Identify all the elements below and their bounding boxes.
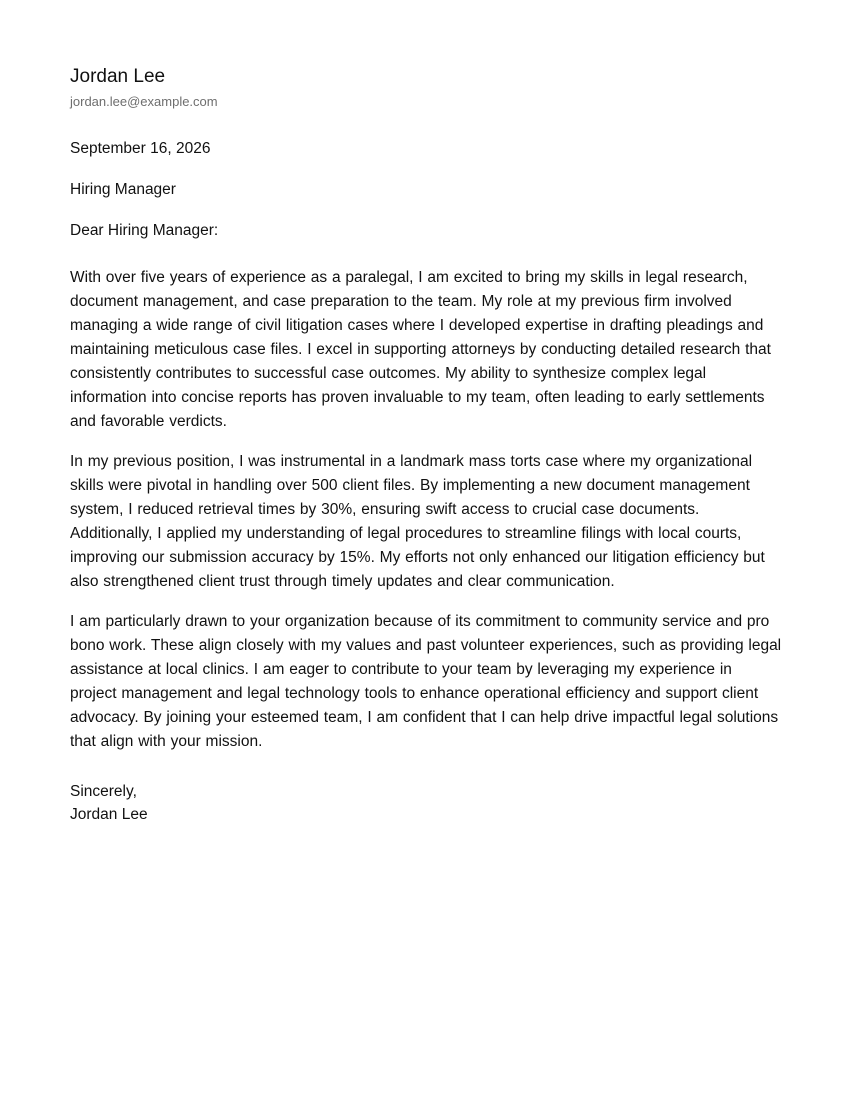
- salutation: Dear Hiring Manager:: [70, 222, 219, 239]
- closing: Sincerely,: [70, 783, 137, 800]
- cover-letter: [70, 64, 782, 826]
- body-paragraph-2: In my previous position, I was instrumental in a landmark mass torts case where my organizational skills were pivotal in handling over 500 client files. By implementing a new document management system, I reduced retrieval times by 30%, ensuring swift access to crucial case documents. Additionally, I applied my understanding of legal procedures to streamline filings with local courts, improving our submission accuracy by 15%. My efforts not only enhanced our litigation efficiency but also strengthened client trust through timely updates and clear communication.: [70, 453, 765, 590]
- body-paragraph-1: With over five years of experience as a paralegal, I am excited to bring my skills in legal research, document management, and case preparation to the team. My role at my previous firm involved managing a wide range of civil litigation cases where I developed expertise in drafting pleadings and maintaining meticulous case files. I excel in supporting attorneys by conducting detailed research that consistently contributes to successful case outcomes. My ability to synthesize complex legal information into concise reports has proven invaluable to my team, often leading to early settlements and favorable verdicts.: [70, 269, 771, 430]
- body-paragraph-3: I am particularly drawn to your organization because of its commitment to community service and pro bono work. These align closely with my values and past volunteer experiences, such as providing legal assistance at local clinics. I am eager to contribute to your team by leveraging my experience in project management and legal technology tools to enhance operational efficiency and support client advocacy. By joining your esteemed team, I am confident that I can help drive impactful legal solutions that align with your mission.: [70, 613, 782, 750]
- signature: Jordan Lee: [70, 806, 148, 823]
- letter-date: September 16, 2026: [70, 140, 211, 157]
- sender-name: Jordan Lee: [70, 66, 166, 87]
- sender-email: jordan.lee@example.com: [70, 94, 218, 109]
- recipient: Hiring Manager: [70, 181, 176, 198]
